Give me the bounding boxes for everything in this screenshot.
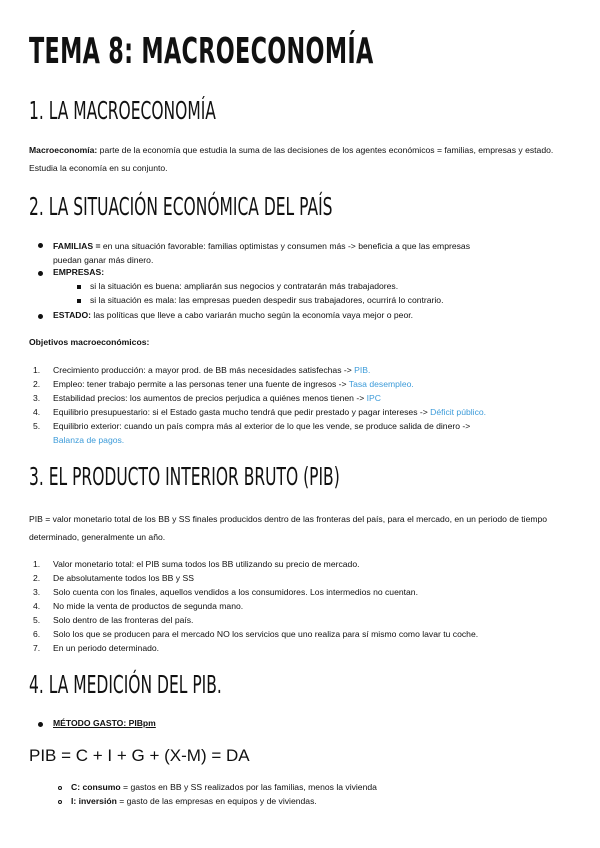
- pib-formula: PIB = C + I + G + (X-M) = DA: [29, 746, 250, 765]
- list-item: [53, 365, 370, 376]
- list-item: Solo dentro de las fronteras del país.: [53, 615, 194, 625]
- estado-item: [53, 310, 413, 321]
- list-item: [53, 407, 486, 418]
- macroeconomia-term: Macroeconomía:: [29, 145, 98, 155]
- circle-bullet-icon: [58, 800, 62, 804]
- inversion-text: = gasto de las empresas en equipos y de viviendas.: [116, 796, 317, 806]
- familias-text: en una situación favorable: familias optimistas y consumen más -> beneficia a que las empresas: [100, 241, 470, 251]
- list-number: 1.: [33, 365, 41, 375]
- bullet-icon: [38, 314, 43, 319]
- section-heading-medicion: 4. LA MEDICIÓN DEL PIB.: [29, 670, 222, 699]
- familias-term: FAMILIAS =: [53, 241, 101, 251]
- list-number: 5.: [33, 421, 41, 431]
- square-bullet-icon: [77, 299, 81, 303]
- list-item-continued: [53, 435, 124, 446]
- list-number: 4.: [33, 407, 41, 417]
- objetivos-title: [29, 337, 149, 348]
- estado-text: las políticas que lleve a cabo variarán mucho según la economía vaya mejor o peor.: [91, 310, 414, 320]
- list-item-text: Equilibrio exterior: cuando un país compra más al exterior de lo que les vende, se produce salida de dinero ->: [53, 421, 471, 431]
- list-item: [53, 393, 381, 404]
- list-item: De absolutamente todos los BB y SS: [53, 573, 194, 583]
- list-number: 1.: [33, 559, 41, 569]
- familias-item: [53, 239, 563, 267]
- list-item: Solo cuenta con los finales, aquellos vendidos a los consumidores. Los intermedios no cuentan.: [53, 587, 418, 597]
- metodo-gasto-item: [53, 718, 156, 729]
- list-number: 2.: [33, 379, 41, 389]
- list-item-link[interactable]: Balanza de pagos.: [53, 435, 125, 445]
- section-heading-macroeconomia: 1. LA MACROECONOMÍA: [29, 96, 216, 125]
- bullet-icon: [38, 722, 43, 727]
- list-item: [53, 421, 470, 432]
- list-item-text: Equilibrio presupuestario: si el Estado gasta mucho tendrá que pedir prestado y pagar intereses ->: [53, 407, 431, 417]
- metodo-gasto-label: MÉTODO GASTO: PIBpm: [53, 718, 156, 728]
- list-number: 3.: [33, 587, 41, 597]
- list-number: 3.: [33, 393, 41, 403]
- objetivos-title-text: Objetivos macroeconómicos:: [29, 337, 150, 347]
- list-item: No mide la venta de productos de segunda mano.: [53, 601, 244, 611]
- pib-definition: PIB = valor monetario total de los BB y SS finales producidos dentro de las fronteras del país, para el mercado, en un periodo de tiempo determinado, generalmente un año.: [29, 514, 548, 542]
- bullet-icon: [38, 271, 43, 276]
- list-item: En un periodo determinado.: [53, 643, 160, 653]
- list-item: Valor monetario total: el PIB suma todos los BB utilizando su precio de mercado.: [53, 559, 360, 569]
- inversion-term: I: inversión: [71, 796, 117, 806]
- empresas-sub-item: si la situación es buena: ampliarán sus negocios y contratarán más trabajadores.: [90, 281, 399, 291]
- inversion-item: [71, 796, 317, 807]
- list-item: Solo los que se producen para el mercado NO los servicios que uno realiza para sí mismo como lavar tu coche.: [53, 629, 479, 639]
- list-item-link[interactable]: PIB.: [354, 365, 371, 375]
- empresas-sub-item: si la situación es mala: las empresas pueden despedir sus trabajadores, ocurrirá lo contrario.: [90, 295, 444, 305]
- empresas-item: [53, 267, 104, 278]
- list-number: 4.: [33, 601, 41, 611]
- section-heading-pib: 3. EL PRODUCTO INTERIOR BRUTO (PIB): [29, 462, 340, 491]
- list-number: 5.: [33, 615, 41, 625]
- list-item-text: Estabilidad precios: los aumentos de precios perjudica a quiénes menos tienen ->: [53, 393, 367, 403]
- circle-bullet-icon: [58, 786, 62, 790]
- list-item-link[interactable]: Tasa desempleo.: [348, 379, 414, 389]
- bullet-icon: [38, 243, 43, 248]
- list-item-link[interactable]: IPC: [366, 393, 381, 403]
- list-item: [53, 379, 414, 390]
- page-title: TEMA 8: MACROECONOMÍA: [29, 31, 374, 72]
- consumo-term: C: consumo: [71, 782, 121, 792]
- consumo-item: [71, 782, 377, 793]
- macroeconomia-text: parte de la economía que estudia la suma de las decisiones de los agentes económicos = familias, empresas y estado. Estudia la economía en su conjunto.: [29, 145, 554, 173]
- estado-term: ESTADO:: [53, 310, 92, 320]
- macroeconomia-definition: [29, 141, 569, 177]
- square-bullet-icon: [77, 285, 81, 289]
- list-item-text: Empleo: tener trabajo permite a las personas tener una fuente de ingresos ->: [53, 379, 349, 389]
- list-number: 2.: [33, 573, 41, 583]
- empresas-term: EMPRESAS:: [53, 267, 105, 277]
- list-number: 7.: [33, 643, 41, 653]
- list-item-text: Crecimiento producción: a mayor prod. de BB más necesidades satisfechas ->: [53, 365, 355, 375]
- list-number: 6.: [33, 629, 41, 639]
- consumo-text: = gastos en BB y SS realizados por las familias, menos la vivienda: [120, 782, 377, 792]
- section-heading-situacion: 2. LA SITUACIÓN ECONÓMICA DEL PAÍS: [29, 192, 333, 221]
- familias-text-continued: puedan ganar más dinero.: [53, 255, 154, 265]
- list-item-link[interactable]: Déficit público.: [430, 407, 487, 417]
